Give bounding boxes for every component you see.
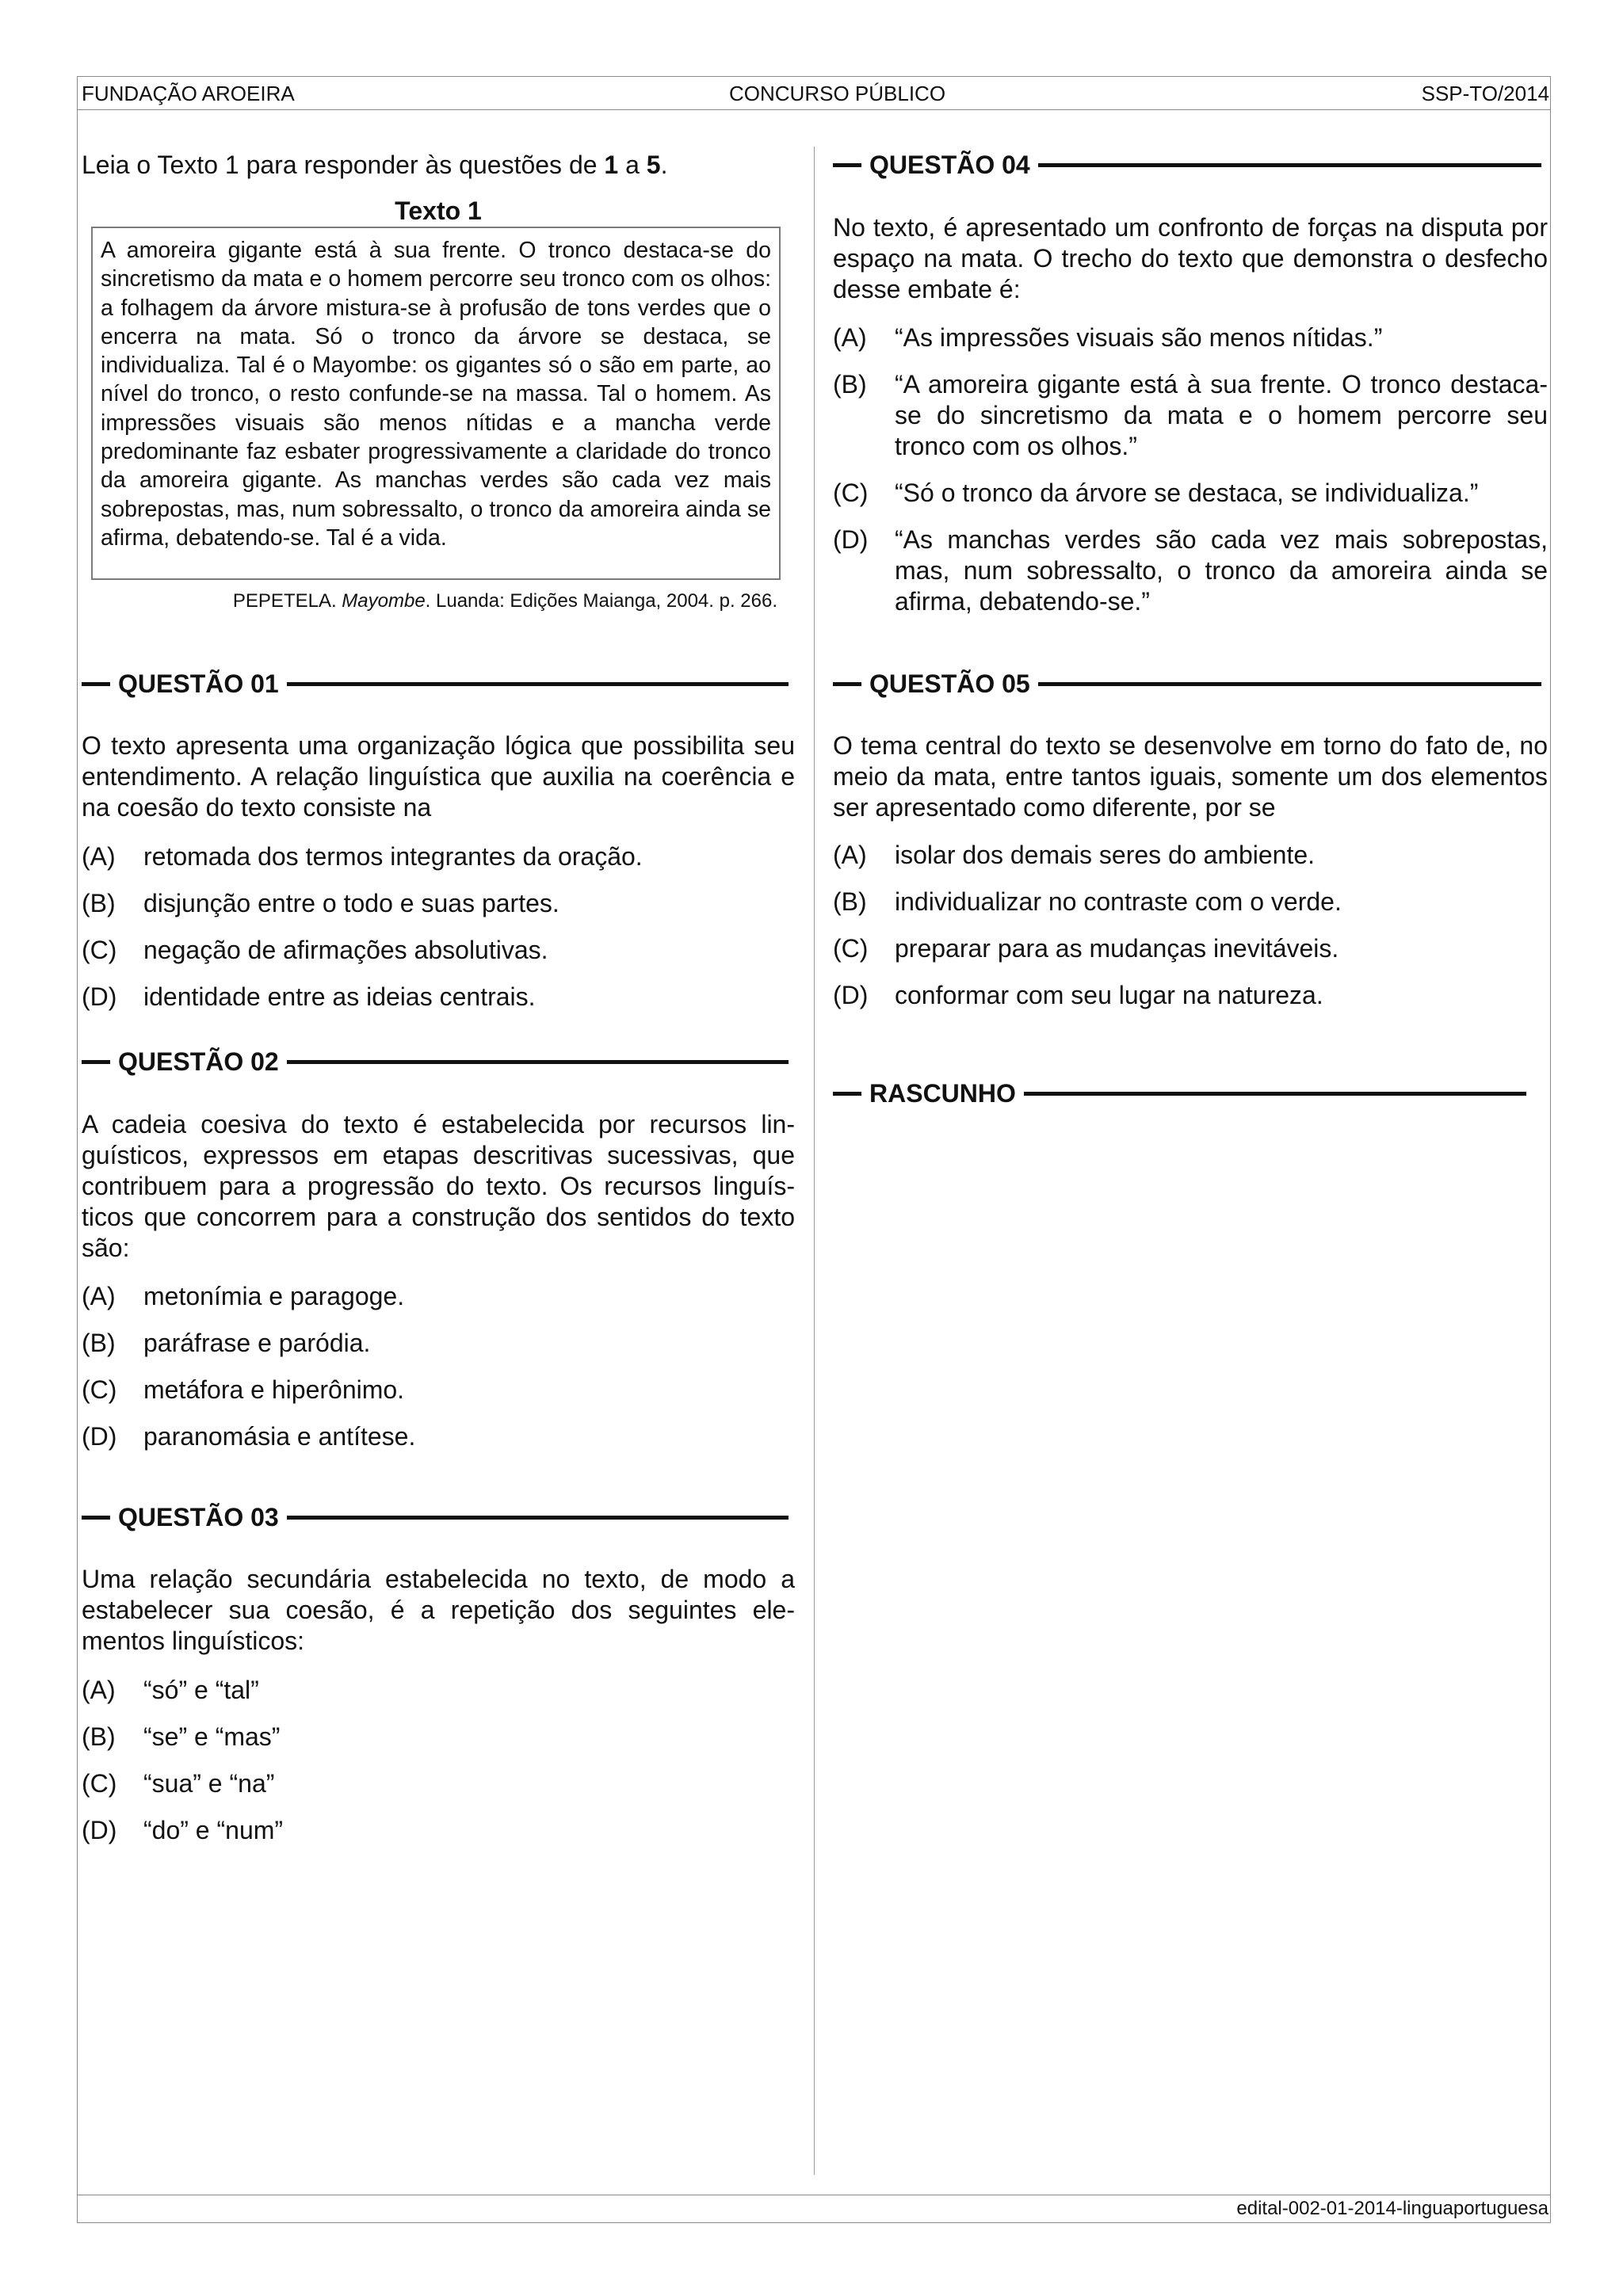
option-text: “se” e “mas” [143,1722,281,1751]
source-details: . Luanda: Edições Maianga, 2004. p. 266. [425,590,777,612]
instruction-to: 5 [646,151,661,179]
option-letter: (A) [833,841,867,869]
header-institution: FUNDAÇÃO AROEIRA [82,82,295,105]
question-label: QUESTÃO 01 [118,669,279,698]
question-label: QUESTÃO 05 [869,669,1030,698]
question-options-05 [833,840,1548,1027]
header-dash [82,1516,110,1520]
question-header-03 [82,1500,789,1535]
header-line [1038,682,1541,686]
header-code: SSP-TO/2014 [1421,82,1549,105]
question-options-01 [82,841,795,1028]
option-letter: (B) [82,1722,116,1751]
option-03-c[interactable] [82,1768,795,1799]
option-letter: (C) [833,479,869,507]
question-header-05 [833,666,1541,701]
header-dash [82,1060,110,1064]
question-label: QUESTÃO 02 [118,1047,279,1076]
instruction-from: 1 [604,151,619,179]
header-line [1024,1092,1526,1096]
column-divider [814,147,815,2175]
option-text: preparar para as mudanças inevitáveis. [895,934,1339,963]
header-rule [77,109,1551,110]
option-text: “Só o tronco da árvore se destaca, se individualiza.” [895,479,1479,507]
option-05-a[interactable] [833,840,1548,871]
option-04-c[interactable] [833,478,1548,509]
option-text: “As manchas verdes são cada vez mais sobrepostas, mas, num sobressalto, o tronco da amoreira ainda se afirma, debatendo-se.” [895,525,1548,616]
option-01-d[interactable] [82,982,795,1013]
instruction-suffix: . [660,151,668,179]
option-text: paráfrase e paródia. [143,1329,371,1357]
header-exam: CONCURSO PÚBLICO [729,82,946,105]
option-02-b[interactable] [82,1328,795,1359]
header-dash [82,682,110,686]
option-letter: (A) [82,1282,116,1310]
option-letter: (C) [82,936,117,964]
rascunho-header [833,1076,1526,1111]
header-line [1038,163,1541,167]
text-title: Texto 1 [395,196,482,225]
question-header-01 [82,666,789,701]
option-letter: (D) [833,981,869,1009]
option-01-a[interactable] [82,841,795,872]
option-text: conformar com seu lugar na natureza. [895,981,1323,1009]
option-text: “As impressões visuais são menos nítidas.” [895,323,1383,352]
option-05-b[interactable] [833,887,1548,917]
option-letter: (D) [82,1816,117,1844]
option-text: “do” e “num” [143,1816,284,1844]
option-text: paranomásia e antítese. [143,1422,416,1451]
source-title: Mayombe [342,590,426,612]
option-05-c[interactable] [833,933,1548,964]
reading-instruction [82,147,795,182]
option-01-c[interactable] [82,935,795,966]
option-text: negação de afirmações absolutivas. [143,936,548,964]
option-letter: (C) [82,1769,117,1798]
option-letter: (A) [82,1676,116,1704]
instruction-mid: a [618,151,647,179]
header-line [287,1516,789,1520]
source-author: PEPETELA. [232,590,342,612]
option-text: metáfora e hiperônimo. [143,1375,405,1404]
question-header-04 [833,147,1541,182]
option-text: “só” e “tal” [143,1676,259,1704]
text-source [233,589,777,613]
option-01-b[interactable] [82,888,795,919]
option-letter: (B) [82,1329,116,1357]
question-options-03 [82,1675,795,1862]
option-text: “A amoreira gigante está à sua frente. O tronco destaca-se do sincretismo da mata e o homem percorre seu tronco com os olhos.” [895,370,1548,460]
header-dash [833,163,861,167]
option-letter: (C) [82,1375,117,1404]
question-stem-02: A cadeia coesiva do texto é estabelecida por recursos linguísticos, expressos em etapas descritivas sucessivas, que contribuem para a progressão do texto. Os recursos linguísticos que concorrem para a construção dos sentidos do texto são: [82,1110,795,1262]
footer-document-code: edital-002-01-2014-linguaportuguesa [1236,2198,1549,2219]
page-header [82,79,1549,108]
option-text: isolar dos demais seres do ambiente. [895,841,1316,869]
question-stem-05: O tema central do texto se desenvolve em torno do fato de, no meio da mata, entre tantos iguais, somente um dos elementos ser apresentado como diferente, por se [833,731,1548,822]
question-options-04 [833,322,1548,633]
option-letter: (B) [833,887,867,916]
option-04-a[interactable] [833,322,1548,353]
option-02-d[interactable] [82,1421,795,1452]
question-label: QUESTÃO 04 [869,151,1030,179]
option-letter: (B) [82,889,116,917]
option-text: metonímia e paragoge. [143,1282,405,1310]
header-line [287,682,789,686]
option-05-d[interactable] [833,980,1548,1011]
option-02-c[interactable] [82,1375,795,1405]
option-text: disjunção entre o todo e suas partes. [143,889,559,917]
option-letter: (C) [833,934,869,963]
option-04-d[interactable] [833,524,1548,617]
instruction-text: Leia o Texto 1 para responder às questões de [82,151,605,179]
option-letter: (D) [82,1422,117,1451]
option-text: retomada dos termos integrantes da oração. [143,842,643,871]
option-letter: (B) [833,370,867,399]
option-letter: (A) [833,323,867,352]
option-03-a[interactable] [82,1675,795,1706]
option-text: “sua” e “na” [143,1769,275,1798]
option-letter: (A) [82,842,116,871]
option-text: identidade entre as ideias centrais. [143,982,536,1011]
option-letter: (D) [833,525,869,554]
option-letter: (D) [82,982,117,1011]
rascunho-label: RASCUNHO [869,1079,1016,1108]
header-dash [833,682,861,686]
question-label: QUESTÃO 03 [118,1503,279,1531]
header-line [287,1060,789,1064]
question-header-02 [82,1044,789,1079]
option-03-b[interactable] [82,1722,795,1753]
question-options-02 [82,1281,795,1468]
option-text: individualizar no contraste com o verde. [895,887,1342,916]
option-04-b[interactable] [833,369,1548,462]
question-stem-04: No texto, é apresentado um confronto de forças na disputa por espaço na mata. O trecho do texto que demonstra o desfecho desse embate é: [833,213,1548,303]
option-03-d[interactable] [82,1815,795,1846]
question-stem-03: Uma relação secundária estabelecida no texto, de modo a estabelecer sua coesão, é a repetição dos seguintes elementos linguísticos: [82,1565,795,1655]
text-passage: A amoreira gigante está à sua frente. O tronco destaca-se do sincretismo da mata e o homem percorre seu tronco com os olhos: a folhagem da árvore mistura-se à profusão de tons verdes que o encerra na mata. Só o tronco da árvore se destaca, se individualiza. Tal é o Mayombe: os gigantes só o são em parte, ao nível do tronco, o resto confunde-se na massa. Tal o homem. As impressões visuais são menos nítidas e a mancha verde predominante faz esbater progressivamente a claridade do tronco da amoreira gigante. As manchas verdes são cada vez mais sobrepostas, mas, num sobressalto, o tronco da amoreira ainda se afirma, debatendo-se. Tal é a vida. [91,227,781,580]
question-stem-01: O texto apresenta uma organização lógica que possibilita seu entendimento. A relação linguística que auxilia na coerência e na coesão do texto consiste na [82,731,795,822]
option-02-a[interactable] [82,1281,795,1312]
header-dash [833,1092,861,1096]
